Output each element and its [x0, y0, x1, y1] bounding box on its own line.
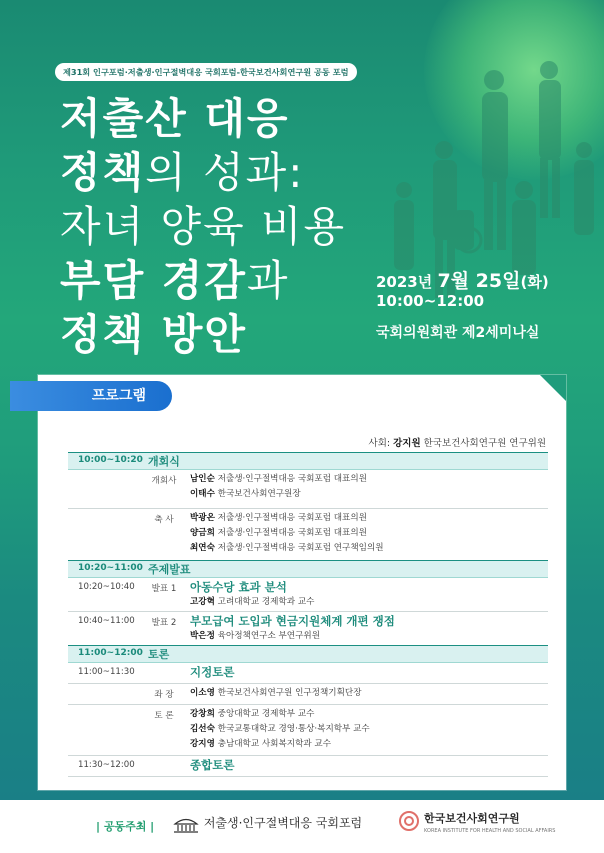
- person-name: 강창희: [190, 709, 215, 719]
- person-affil: 저출생·인구절벽대응 국회포럼 대표의원: [217, 474, 367, 484]
- table-row: [68, 612, 548, 645]
- talk-title: 부모급여 도입과 현금지원체계 개편 쟁점: [190, 614, 395, 628]
- table-row: [68, 684, 548, 705]
- title-line-2b: 의 성과:: [145, 148, 305, 197]
- title-line-4b: 과: [246, 256, 290, 305]
- row-role: 좌 장: [154, 690, 174, 700]
- section-discussion: [68, 645, 548, 663]
- row-role: 발표 1: [151, 584, 177, 594]
- forum-tag: 제31회 인구포럼·저출생·인구절벽대응 국회포럼-한국보건사회연구원 공동 포럼: [55, 63, 357, 81]
- person-affil: 충남대학교 사회복지학과 교수: [217, 739, 332, 749]
- row-role: 축 사: [154, 515, 174, 525]
- person-affil: 한국교통대학교 경영·통상·복지학부 교수: [217, 724, 370, 734]
- footer: [0, 800, 604, 853]
- date-weekday: (화): [520, 273, 549, 291]
- section-time: 10:00~10:20: [78, 455, 143, 465]
- event-title: [60, 92, 346, 362]
- person-name: 남인순: [190, 474, 215, 484]
- table-row: [68, 578, 548, 612]
- person-name: 양금희: [190, 528, 215, 538]
- event-time: 10:00~12:00: [376, 292, 485, 310]
- row-role: 개회사: [151, 476, 177, 486]
- date-month-day: 7월 25일: [437, 270, 521, 292]
- person-name: 강지영: [190, 739, 215, 749]
- host-name: 강지원: [393, 438, 421, 449]
- table-row: [68, 509, 548, 560]
- person-affil: 고려대학교 경제학과 교수: [217, 597, 315, 607]
- section-name: 토론: [148, 648, 170, 661]
- table-row: [68, 756, 548, 777]
- person-name: 박은정: [190, 631, 215, 641]
- person-affil: 중앙대학교 경제학부 교수: [217, 709, 315, 719]
- person-affil: 저출생·인구절벽대응 국회포럼 대표의원: [217, 513, 367, 523]
- person-affil: 한국보건사회연구원 인구정책기획단장: [217, 688, 362, 698]
- talk-title: 아동수당 효과 분석: [190, 580, 287, 594]
- program-card: [38, 375, 566, 790]
- row-role: 발표 2: [151, 618, 177, 628]
- table-row: [68, 663, 548, 684]
- section-presentation: [68, 560, 548, 578]
- person-affil: 저출생·인구절벽대응 국회포럼 연구책임의원: [217, 543, 384, 553]
- row-role: 토 론: [154, 711, 174, 721]
- cohost-label: | 공동주최 |: [96, 820, 155, 833]
- title-line-5: 정책 방안: [60, 310, 247, 359]
- event-date: [376, 266, 549, 293]
- section-time: 11:00~12:00: [78, 648, 143, 658]
- host-affil: 한국보건사회연구원 연구위원: [423, 438, 546, 449]
- person-affil: 한국보건사회연구원장: [217, 489, 301, 499]
- row-time: 11:30~12:00: [78, 760, 135, 770]
- person-name: 최연숙: [190, 543, 215, 553]
- title-line-4a: 부담 경감: [60, 256, 247, 305]
- cohost-kihasa-name: 한국보건사회연구원: [424, 812, 520, 825]
- cohost-assembly: [172, 814, 362, 833]
- person-affil: 저출생·인구절벽대응 국회포럼 대표의원: [217, 528, 367, 538]
- person-affil: 육아정책연구소 부연구위원: [217, 631, 320, 641]
- row-time: 10:40~11:00: [78, 616, 135, 626]
- section-time: 10:20~11:00: [78, 563, 143, 573]
- national-assembly-icon: [172, 815, 200, 833]
- cohost-assembly-name: 저출생·인구절벽대응 국회포럼: [203, 816, 363, 830]
- program-table: [68, 452, 548, 777]
- program-label: 프로그램: [10, 381, 172, 411]
- person-name: 고강혁: [190, 597, 215, 607]
- event-venue: 국회의원회관 제2세미나실: [376, 325, 540, 341]
- person-name: 이태수: [190, 489, 215, 499]
- title-line-2a: 정책: [60, 148, 146, 197]
- cohost-kihasa-subtitle: KOREA INSTITUTE FOR HEALTH AND SOCIAL AFFAIRS: [424, 828, 556, 834]
- row-time: 11:00~11:30: [78, 667, 135, 677]
- person-name: 김선숙: [190, 724, 215, 734]
- date-year: 2023년: [376, 273, 433, 291]
- discussion-heading: 종합토론: [190, 758, 235, 772]
- section-name: 개회식: [148, 455, 180, 468]
- table-row: [68, 470, 548, 509]
- title-line-3: 자녀 양육 비용: [60, 202, 347, 251]
- host-info: [369, 435, 546, 449]
- person-name: 박광온: [190, 513, 215, 523]
- row-time: 10:20~10:40: [78, 582, 135, 592]
- host-label: 사회:: [368, 438, 391, 449]
- table-row: [68, 705, 548, 756]
- kihasa-logo-icon: [398, 810, 420, 832]
- person-name: 이소영: [190, 688, 215, 698]
- section-opening: [68, 452, 548, 470]
- title-line-1: 저출산 대응: [60, 94, 290, 143]
- section-name: 주제발표: [148, 563, 191, 576]
- discussion-heading: 지정토론: [190, 665, 235, 679]
- cohost-kihasa: [398, 810, 556, 834]
